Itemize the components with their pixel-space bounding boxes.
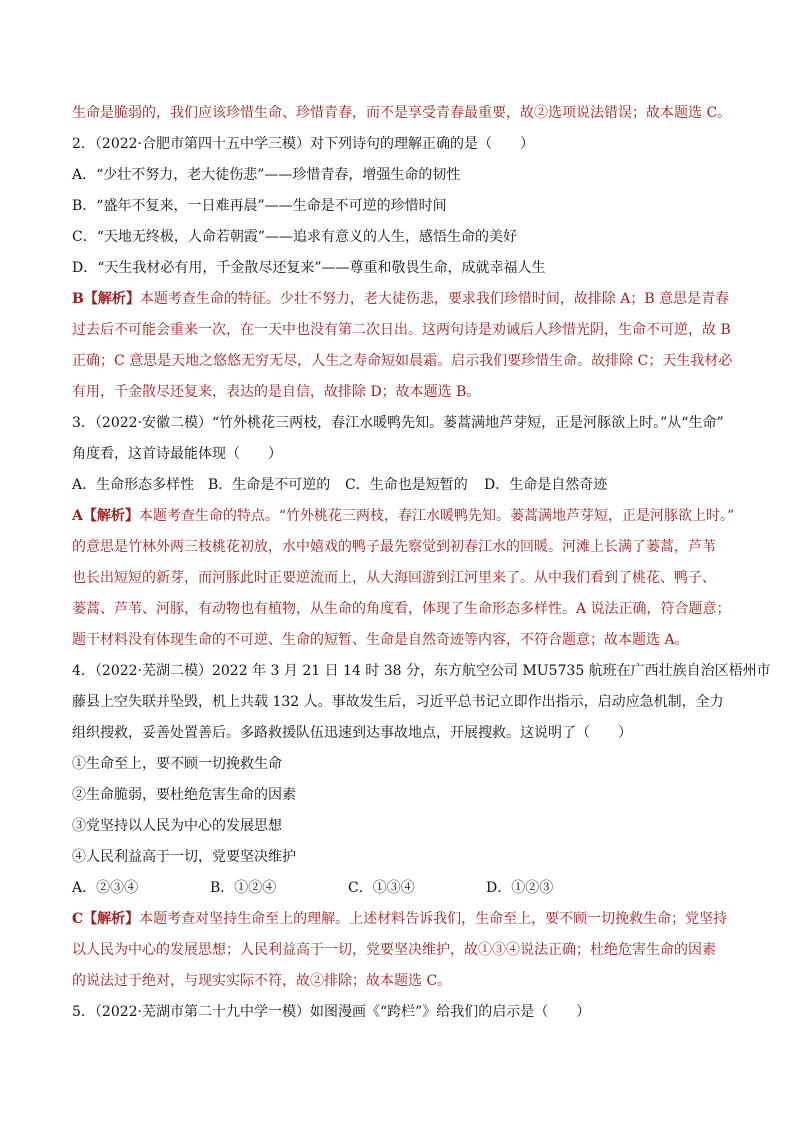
q3-answer-line-2: 的意思是竹林外两三枝桃花初放，水中嬉戏的鸭子最先察觉到初春江水的回暖。河滩上长满了蒌蒿，芦苇 xyxy=(72,539,716,555)
q4-option-d: D．①②③ xyxy=(486,880,554,896)
q3-option-a: A．生命形态多样性 xyxy=(72,477,195,493)
q5-stem: 5．（2022·芜湖市第二十九中学一模）如图漫画《“跨栏”》给我们的启示是（ ） xyxy=(72,1004,591,1020)
q3-option-d: D．生命是自然奇迹 xyxy=(484,477,608,493)
q4-answer-mark: C【解析】 xyxy=(72,911,140,927)
q2-answer-line-3: 正确；C 意思是天地之悠悠无穷无尽，人生之寿命短如晨霜。启示我们要珍惜生命。故排除 C；天生我材必 xyxy=(72,353,733,369)
q2-option-b: B．“盛年不复来，一日难再晨”——生命是不可逆的珍惜时间 xyxy=(72,198,447,214)
q3-option-c: C．生命也是短暂的 xyxy=(345,477,468,493)
document-page xyxy=(72,98,771,1028)
q3-answer-line-4: 蒌蒿、芦苇、河豚，有动物也有植物，从生命的角度看，体现了生命形态多样性。A 说法正确，符合题意； xyxy=(72,601,731,617)
q3-options xyxy=(72,470,722,501)
q4-answer-line-1 xyxy=(72,904,728,935)
q2-answer-line-2: 过去后不可能会重来一次，在一天中也没有第二次日出。这两句诗是劝诫后人珍惜光阴，生命不可逆，故 B xyxy=(72,322,731,338)
q3-stem-line-2: 角度看，这首诗最能体现（ ） xyxy=(72,446,282,462)
q4-option-c: C．①③④ xyxy=(348,880,415,896)
q2-answer-mark: B【解析】 xyxy=(72,291,140,307)
q2-option-a: A．“少壮不努力，老大徒伤悲”——珍惜青春，增强生命的韧性 xyxy=(72,167,461,183)
q3-answer-line-3: 也长出短短的新芽，而河豚此时正要逆流而上，从大海回游到江河里来了。从中我们看到了桃花、鸭子、 xyxy=(72,570,716,586)
q3-answer-mark: A【解析】 xyxy=(72,508,139,524)
q3-answer-line-5: 题干材料没有体现生命的不可逆、生命的短暂、生命是自然奇迹等内容，不符合题意；故本题选 A。 xyxy=(72,632,689,648)
q4-item-4: ④人民利益高于一切，党要坚决维护 xyxy=(72,849,296,865)
q4-stem-line-2: 藤县上空失联并坠毁，机上共载 132 人。事故发生后，习近平总书记立即作出指示，启动应急机制，全力 xyxy=(72,694,724,710)
q2-answer-line-4: 有用，千金散尽还复来，表达的是自信，故排除 D；故本题选 B。 xyxy=(72,384,481,400)
q2-option-d: D．“天生我材必有用，千金散尽还复来”——尊重和敬畏生命，成就幸福人生 xyxy=(72,260,546,276)
q4-answer-text: 本题考查对坚持生命至上的理解。上述材料告诉我们，生命至上，要不顾一切挽救生命；党坚持 xyxy=(139,911,728,927)
q3-stem-line-1: 3．（2022·安徽二模）“竹外桃花三两枝，春江水暖鸭先知。蒌蒿满地芦芽短，正是河豚欲上时。”从“生命” xyxy=(72,415,724,431)
q4-stem-line-1: 4．（2022·芜湖二模）2022 年 3 月 21 日 14 时 38 分，东方航空公司 MU5735 航班在广西壮族自治区梧州市 xyxy=(72,663,771,679)
q4-options xyxy=(72,873,722,904)
answer-continuation-line: 生命是脆弱的，我们应该珍惜生命、珍惜青春，而不是享受青春最重要，故②选项说法错误；故本题选 C。 xyxy=(72,105,732,121)
q4-option-a: A．②③④ xyxy=(72,880,139,896)
q2-stem: 2．（2022·合肥市第四十五中学三模）对下列诗句的理解正确的是（ ） xyxy=(72,136,534,152)
q4-stem-line-3: 组织搜救，妥善处置善后。多路救援队伍迅速到达事故地点，开展搜救。这说明了（ ） xyxy=(72,725,632,741)
q4-item-3: ③党坚持以人民为中心的发展思想 xyxy=(72,818,282,834)
q4-answer-line-3: 的说法过于绝对，与现实实际不符，故②排除；故本题选 C。 xyxy=(72,973,452,989)
q2-answer-line-1 xyxy=(72,284,730,315)
q3-option-b: B．生命是不可逆的 xyxy=(208,477,331,493)
q2-option-c: C．“天地无终极，人命若朝霞”——追求有意义的人生，感悟生命的美好 xyxy=(72,229,518,245)
q4-item-1: ①生命至上，要不顾一切挽救生命 xyxy=(72,756,282,772)
q4-option-b: B．①②④ xyxy=(210,880,277,896)
q4-answer-line-2: 以人民为中心的发展思想；人民利益高于一切，党要坚决维护，故①③④说法正确；杜绝危害生命的因素 xyxy=(72,942,716,958)
q3-answer-text: 本题考查生命的特点。“竹外桃花三两枝，春江水暖鸭先知。蒌蒿满地芦芽短，正是河豚欲上时。” xyxy=(138,508,735,524)
q4-item-2: ②生命脆弱，要杜绝危害生命的因素 xyxy=(72,787,296,803)
q3-answer-line-1 xyxy=(72,501,735,532)
q2-answer-text: 本题考查生命的特征。少壮不努力，老大徒伤悲，要求我们珍惜时间，故排除 A；B 意思是青春 xyxy=(139,291,730,307)
